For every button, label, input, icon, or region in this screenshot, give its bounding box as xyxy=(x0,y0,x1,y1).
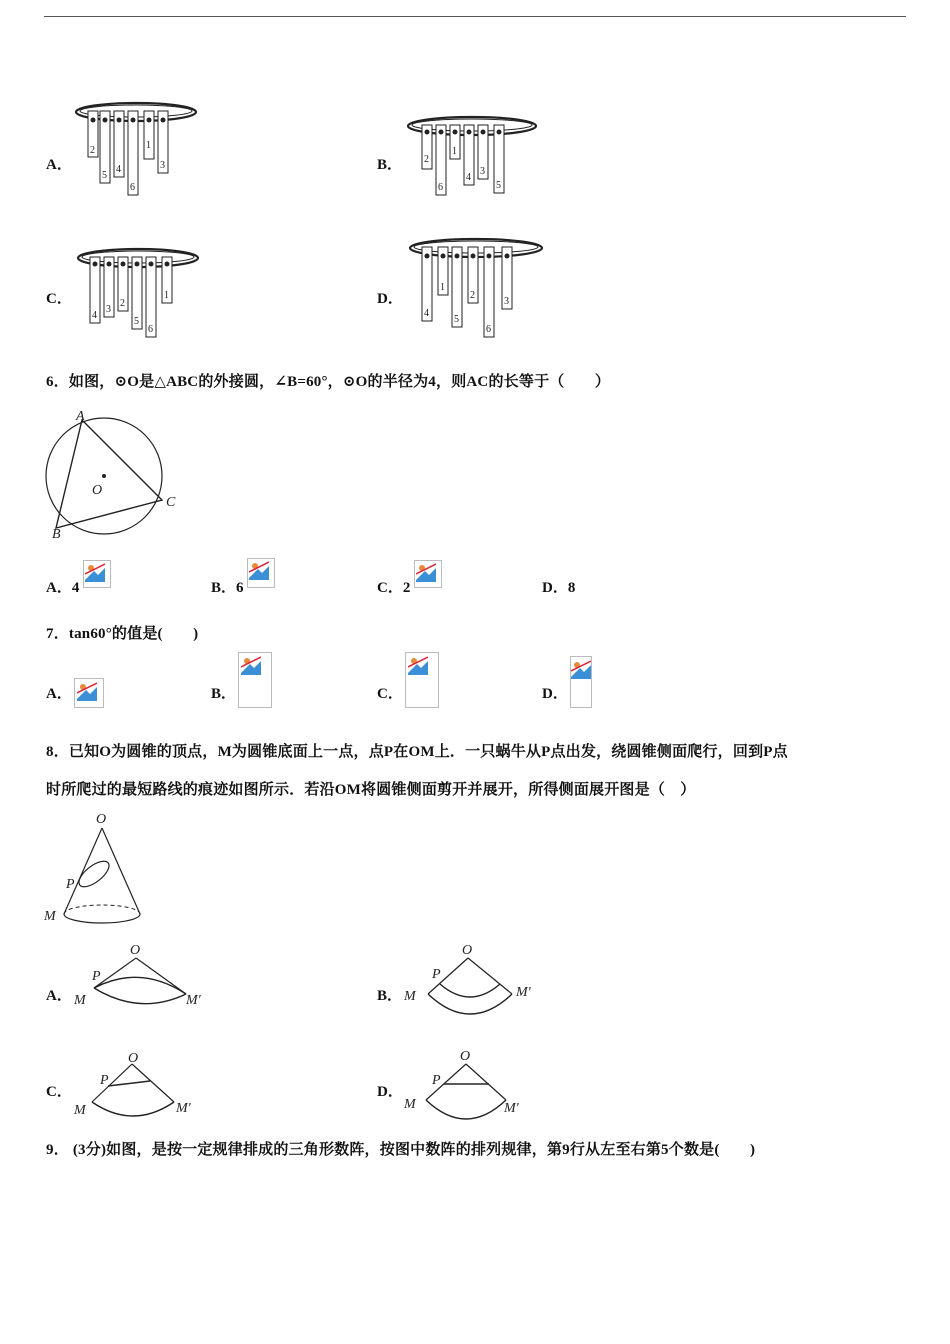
q7-option-a-broken-image-icon xyxy=(74,678,104,708)
q6-option-c-value: 2 xyxy=(402,580,411,596)
q5c-label-5: 6 xyxy=(148,324,153,335)
q8c-label-o: O xyxy=(128,1051,139,1066)
q6-label-b: B xyxy=(52,527,61,542)
q5c-label-4: 5 xyxy=(134,316,139,327)
q6-option-a-value: 4 xyxy=(71,580,80,596)
q5-option-b-label: B． xyxy=(377,157,403,173)
q9-text: 9． (3分)如图，是按一定规律排成的三角形数阵，按图中数阵的排列规律，第9行从左至右第5个数是( ) xyxy=(46,1142,756,1158)
q8-option-a-label[interactable]: A． xyxy=(46,988,72,1004)
q6-option-d[interactable] xyxy=(542,576,575,597)
q8c-label-m: M xyxy=(74,1103,86,1118)
q8b-label-o: O xyxy=(462,943,473,958)
q5b-label-1: 2 xyxy=(424,154,429,165)
q5b-label-4: 4 xyxy=(466,172,471,183)
q5-option-a-label: A． xyxy=(46,157,72,173)
q8b-label-m-prime: M′ xyxy=(516,985,531,1000)
q5b-label-6: 5 xyxy=(496,180,501,191)
q7-option-d-broken-image-icon xyxy=(570,656,592,708)
q5-ring-figure-d xyxy=(408,234,546,340)
q8c-label-p: P xyxy=(100,1073,109,1088)
q5c-label-3: 2 xyxy=(120,298,125,309)
q5a-label-1: 2 xyxy=(90,145,95,156)
q8-option-c-figure xyxy=(70,1048,210,1122)
q5d-label-5: 6 xyxy=(486,324,491,335)
q5a-label-6: 3 xyxy=(160,160,165,171)
q8b-label-p: P xyxy=(432,967,441,982)
q6-option-b[interactable] xyxy=(211,576,244,597)
q8-text-line1: 8．已知O为圆锥的顶点，M为圆锥底面上一点，点P在OM上．一只蜗牛从P点出发，绕圆锥侧面爬行，回到P点 xyxy=(46,744,788,760)
q8a-label-p: P xyxy=(92,969,101,984)
q8d-label-m-prime: M′ xyxy=(504,1101,519,1116)
q5d-label-1: 4 xyxy=(424,308,429,319)
q7-option-d-label[interactable]: D． xyxy=(542,686,568,702)
q5b-label-5: 3 xyxy=(480,166,485,177)
q5d-label-3: 5 xyxy=(454,314,459,325)
q8a-label-o: O xyxy=(130,943,141,958)
q5c-label-6: 1 xyxy=(164,290,169,301)
q5d-label-6: 3 xyxy=(504,296,509,307)
q6-option-c-label: C． xyxy=(377,580,403,596)
q6-option-a-broken-image-icon xyxy=(83,560,111,588)
q8-option-b-label[interactable]: B． xyxy=(377,988,403,1004)
q8-option-c-label[interactable]: C． xyxy=(46,1084,72,1100)
q8-cone-label-o: O xyxy=(96,812,107,827)
q5-option-c-label: C． xyxy=(46,291,72,307)
q8-text-line2: 时所爬过的最短路线的痕迹如图所示．若沿OM将圆锥侧面剪开并展开，所得侧面展开图是（ ） xyxy=(46,782,696,798)
q6-circle-figure xyxy=(42,406,182,542)
q6-option-b-value: 6 xyxy=(236,580,244,596)
q8-cone-label-m: M xyxy=(44,909,56,924)
q5-option-d-label: D． xyxy=(377,291,403,307)
q5-ring-figure-b xyxy=(406,112,542,200)
q5c-label-2: 3 xyxy=(106,304,111,315)
q6-option-c-broken-image-icon xyxy=(414,560,442,588)
q8-option-d-label[interactable]: D． xyxy=(377,1084,403,1100)
q5d-label-4: 2 xyxy=(470,290,475,301)
q5a-label-4: 6 xyxy=(130,182,135,193)
q8b-label-m: M xyxy=(404,989,416,1004)
q6-label-c: C xyxy=(166,495,176,510)
q6-label-a: A xyxy=(76,409,85,424)
q6-label-o: O xyxy=(92,483,103,498)
q6-option-d-value: 8 xyxy=(567,580,576,596)
q8d-label-m: M xyxy=(404,1097,416,1112)
q6-option-b-broken-image-icon xyxy=(247,558,275,588)
q5a-label-5: 1 xyxy=(146,140,151,151)
q8-option-b-figure xyxy=(400,938,540,1018)
q8a-label-m: M xyxy=(74,993,86,1008)
q7-option-b-label[interactable]: B． xyxy=(211,686,237,702)
q8-option-a-figure xyxy=(70,938,210,1012)
q8a-label-m-prime: M′ xyxy=(186,993,201,1008)
q7-text: 7．tan60°的值是( ) xyxy=(46,626,199,642)
q8-cone-label-p: P xyxy=(66,877,75,892)
q7-option-b-broken-image-icon xyxy=(238,652,272,708)
q8-option-d-figure xyxy=(400,1046,540,1124)
q6-text: 6．如图，⊙O是△ABC的外接圆，∠B=60°，⊙O的半径为4，则AC的长等于（ ） xyxy=(46,374,611,390)
q8-cone-figure xyxy=(42,808,152,932)
q7-option-c-broken-image-icon xyxy=(405,652,439,708)
q6-option-b-label: B． xyxy=(211,580,237,596)
q5a-label-3: 4 xyxy=(116,164,121,175)
q8d-label-p: P xyxy=(432,1073,441,1088)
q6-option-c[interactable] xyxy=(377,576,410,597)
q8d-label-o: O xyxy=(460,1049,471,1064)
q5b-label-2: 6 xyxy=(438,182,443,193)
q8c-label-m-prime: M′ xyxy=(176,1101,191,1116)
q5b-label-3: 1 xyxy=(452,146,457,157)
q6-option-a-label: A． xyxy=(46,580,72,596)
q5d-label-2: 1 xyxy=(440,282,445,293)
q6-option-a[interactable] xyxy=(46,576,79,597)
q7-option-a-label[interactable]: A． xyxy=(46,686,72,702)
q7-option-c-label[interactable]: C． xyxy=(377,686,403,702)
q5-ring-figure-a xyxy=(74,98,202,200)
q5-ring-figure-c xyxy=(76,244,204,340)
header-rule xyxy=(44,16,906,17)
q5c-label-1: 4 xyxy=(92,310,97,321)
q5a-label-2: 5 xyxy=(102,170,107,181)
q6-option-d-label: D． xyxy=(542,580,568,596)
